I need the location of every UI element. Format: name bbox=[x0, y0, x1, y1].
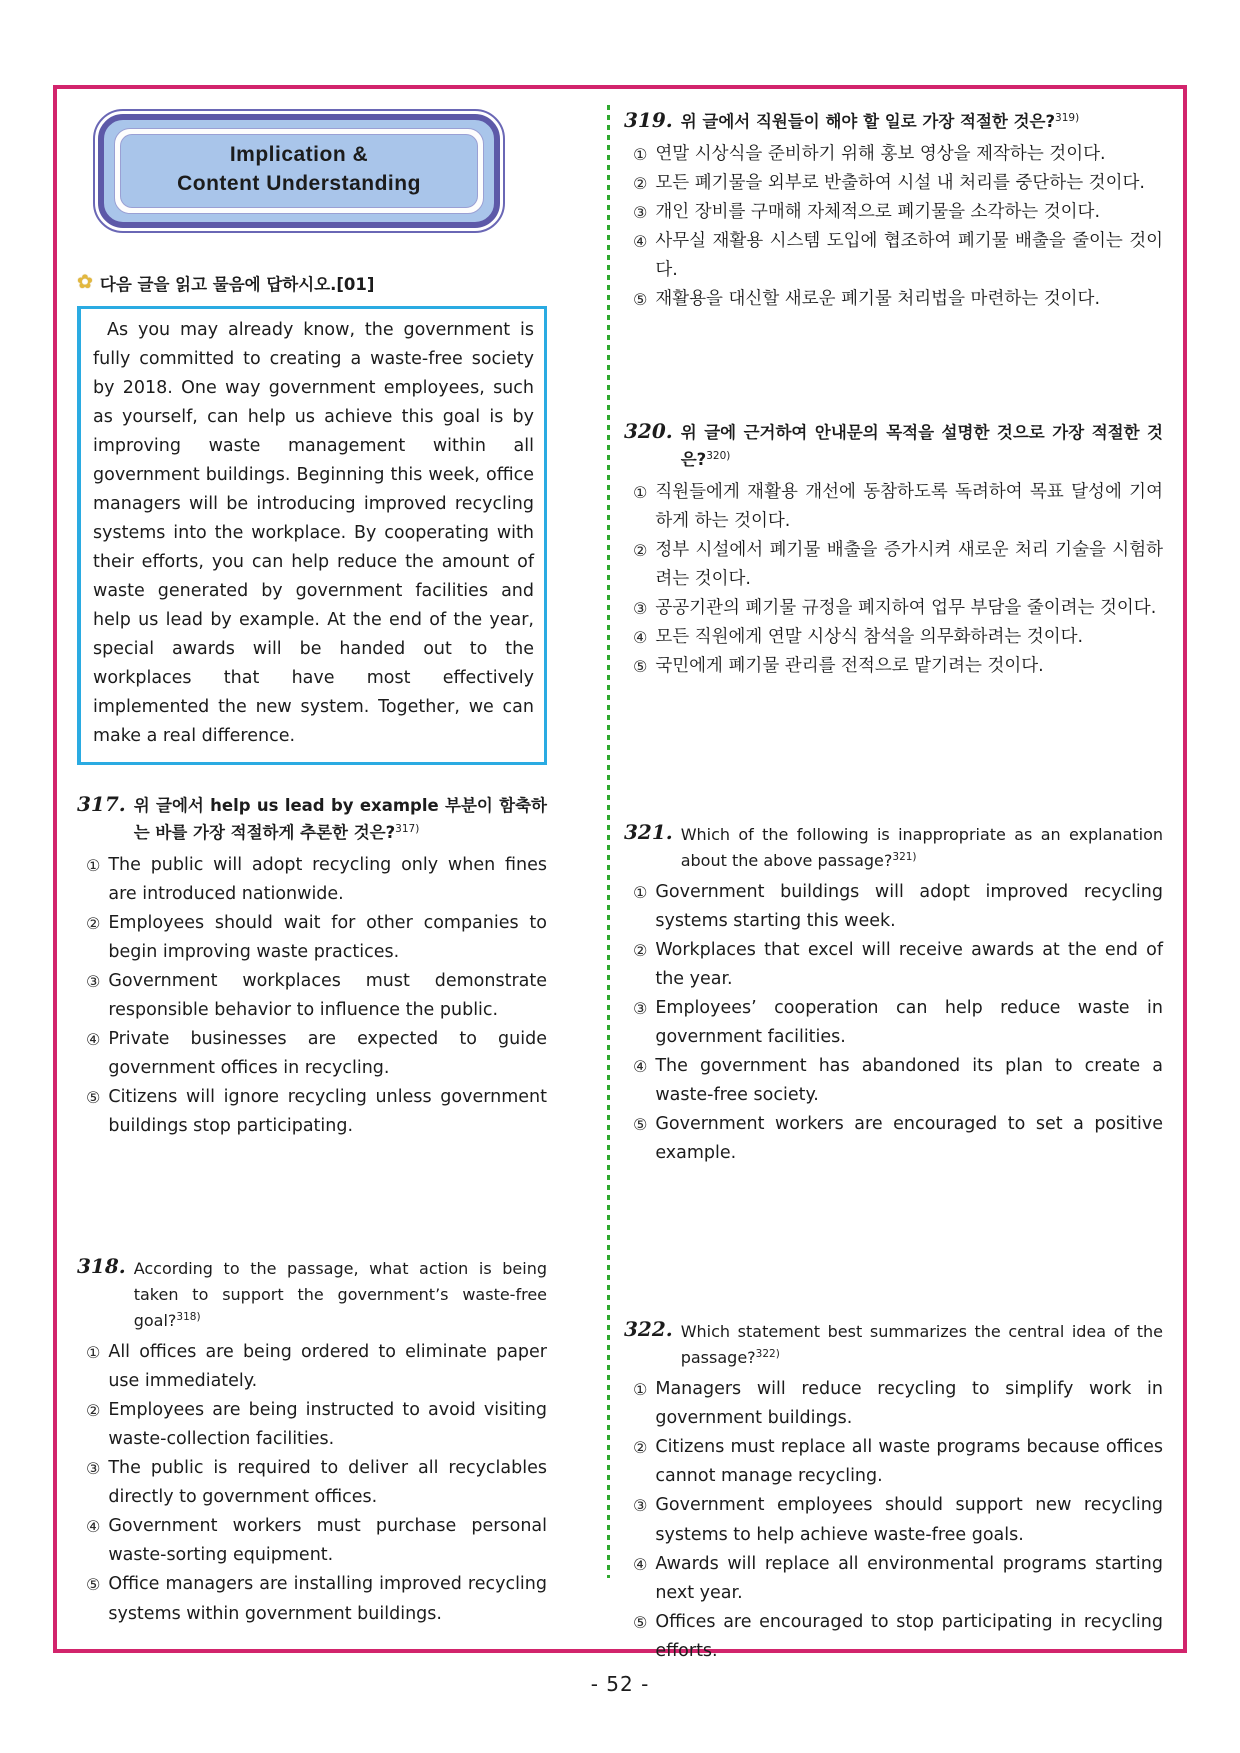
option bbox=[624, 536, 1163, 594]
question-number: 322. bbox=[624, 1317, 673, 1342]
option-marker: ② bbox=[86, 914, 101, 934]
option bbox=[624, 478, 1163, 536]
question-ref: 318) bbox=[176, 1311, 201, 1324]
question-ref: 320) bbox=[706, 449, 731, 462]
section-header-inner-ring bbox=[114, 128, 484, 214]
option bbox=[77, 909, 547, 967]
option-marker: ④ bbox=[633, 627, 648, 647]
option-marker: ② bbox=[633, 941, 648, 961]
option-text: 연말 시상식을 준비하기 위해 홍보 영상을 제작하는 것이다. bbox=[655, 143, 1106, 164]
question-stem-text: According to the passage, what action is being taken to support the government’s waste-free goal? bbox=[133, 1259, 547, 1331]
option-marker: ② bbox=[633, 173, 648, 193]
column-divider bbox=[607, 105, 610, 1578]
option bbox=[624, 1110, 1163, 1168]
option-marker: ③ bbox=[633, 598, 648, 618]
option-marker: ⑤ bbox=[633, 1612, 648, 1632]
option-text: 개인 장비를 구매해 자체적으로 폐기물을 소각하는 것이다. bbox=[655, 201, 1101, 222]
option bbox=[77, 1083, 547, 1141]
flower-icon: ✿ bbox=[77, 271, 93, 294]
option-marker: ④ bbox=[86, 1030, 101, 1050]
option-text: Employees should wait for other companies to begin improving waste practices. bbox=[108, 913, 547, 963]
question-stem bbox=[681, 418, 1163, 473]
question-stem-text: 위 글에서 help us lead by example 부분이 함축하는 바를 가장 적절하게 추론한 것은? bbox=[133, 796, 547, 843]
option-text: The public will adopt recycling only when fines are introduced nationwide. bbox=[108, 854, 547, 904]
question-number: 321. bbox=[624, 820, 673, 845]
question-head bbox=[624, 819, 1163, 874]
option-text: Citizens must replace all waste programs because offices cannot manage recycling. bbox=[655, 1437, 1163, 1487]
options-list bbox=[624, 478, 1163, 682]
option-marker: ⑤ bbox=[633, 1115, 648, 1135]
question-number: 320. bbox=[624, 419, 673, 444]
question-319 bbox=[624, 107, 1163, 314]
option bbox=[624, 169, 1163, 198]
question-ref: 317) bbox=[395, 823, 420, 836]
question-head bbox=[77, 1253, 547, 1334]
option-text: 국민에게 폐기물 관리를 전적으로 맡기려는 것이다. bbox=[655, 656, 1044, 677]
option-marker: ④ bbox=[633, 1057, 648, 1077]
option-text: Government workers are encouraged to set a positive example. bbox=[655, 1114, 1163, 1164]
option-marker: ④ bbox=[633, 232, 648, 252]
option-marker: ① bbox=[86, 1343, 101, 1363]
option-text: All offices are being ordered to eliminate paper use immediately. bbox=[108, 1342, 547, 1392]
option bbox=[77, 1454, 547, 1512]
options-list bbox=[77, 851, 547, 1141]
option-text: Government workers must purchase personal waste-sorting equipment. bbox=[108, 1516, 547, 1566]
option-marker: ① bbox=[633, 1380, 648, 1400]
option-text: Government employees should support new recycling systems to help achieve waste-free goals. bbox=[655, 1495, 1163, 1545]
option-text: The government has abandoned its plan to create a waste-free society. bbox=[655, 1056, 1163, 1106]
option-text: Workplaces that excel will receive awards at the end of the year. bbox=[655, 940, 1163, 990]
question-stem bbox=[134, 1253, 547, 1334]
option-text: Employees’ cooperation can help reduce waste in government facilities. bbox=[655, 998, 1163, 1048]
right-column bbox=[624, 105, 1163, 1661]
options-list bbox=[624, 1375, 1163, 1665]
question-stem-text: Which statement best summarizes the central idea of the passage? bbox=[680, 1322, 1163, 1368]
section-title-line1: Implication & bbox=[229, 143, 369, 166]
option-marker: ② bbox=[86, 1401, 101, 1421]
option-text: The public is required to deliver all recyclables directly to government offices. bbox=[108, 1458, 547, 1508]
options-list bbox=[77, 1338, 547, 1628]
option-text: Office managers are installing improved recycling systems within government buildings. bbox=[108, 1574, 547, 1624]
option bbox=[624, 1052, 1163, 1110]
option-text: 사무실 재활용 시스템 도입에 협조하여 폐기물 배출을 줄이는 것이다. bbox=[655, 231, 1163, 281]
option-text: 모든 폐기물을 외부로 반출하여 시설 내 처리를 중단하는 것이다. bbox=[655, 172, 1145, 193]
option bbox=[624, 198, 1163, 227]
option-text: Offices are encouraged to stop participating in recycling efforts. bbox=[655, 1611, 1163, 1661]
question-ref: 319) bbox=[1055, 112, 1080, 124]
option-text: Employees are being instructed to avoid visiting waste-collection facilities. bbox=[108, 1400, 547, 1450]
option-marker: ① bbox=[633, 144, 648, 164]
question-318 bbox=[77, 1253, 547, 1628]
option-text: 직원들에게 재활용 개선에 동참하도록 독려하여 목표 달성에 기여하게 하는 것이다. bbox=[655, 481, 1163, 531]
section-header-box bbox=[93, 109, 505, 233]
option bbox=[624, 936, 1163, 994]
question-number: 317. bbox=[77, 792, 126, 817]
option bbox=[624, 594, 1163, 623]
question-stem-text: 위 글에 근거하여 안내문의 목적을 설명한 것으로 가장 적절한 것은? bbox=[680, 423, 1163, 469]
options-list bbox=[624, 878, 1163, 1168]
question-320 bbox=[624, 418, 1163, 681]
option-marker: ③ bbox=[633, 999, 648, 1019]
section-title-line2: Content Understanding bbox=[177, 172, 421, 196]
columns bbox=[77, 105, 1163, 1661]
option-text: 공공기관의 폐기물 규정을 폐지하여 업무 부담을 줄이려는 것이다. bbox=[655, 597, 1157, 618]
option bbox=[624, 1433, 1163, 1491]
option bbox=[624, 1550, 1163, 1608]
option-marker: ⑤ bbox=[86, 1088, 101, 1108]
option bbox=[77, 967, 547, 1025]
option-marker: ④ bbox=[633, 1554, 648, 1574]
option bbox=[624, 1491, 1163, 1549]
option bbox=[624, 285, 1163, 314]
option-marker: ① bbox=[633, 883, 648, 903]
option bbox=[624, 994, 1163, 1052]
option-text: Private businesses are expected to guide government offices in recycling. bbox=[108, 1029, 547, 1079]
question-stem-text: 위 글에서 직원들이 해야 할 일로 가장 적절한 것은? bbox=[680, 112, 1056, 131]
option bbox=[77, 1512, 547, 1570]
option-marker: ③ bbox=[633, 1496, 648, 1516]
option bbox=[624, 140, 1163, 169]
option-marker: ③ bbox=[86, 972, 101, 992]
page-number: - 52 - bbox=[590, 1672, 650, 1696]
question-head bbox=[77, 791, 547, 846]
option-text: Managers will reduce recycling to simplify work in government buildings. bbox=[655, 1379, 1163, 1429]
question-stem bbox=[681, 107, 1163, 136]
option bbox=[77, 1025, 547, 1083]
question-321 bbox=[624, 819, 1163, 1168]
passage-box bbox=[77, 306, 547, 766]
option-marker: ② bbox=[633, 1438, 648, 1458]
section-header-band bbox=[98, 114, 500, 228]
question-head bbox=[624, 418, 1163, 473]
option bbox=[624, 878, 1163, 936]
option-text: 모든 직원에게 연말 시상식 참석을 의무화하려는 것이다. bbox=[655, 626, 1084, 647]
option bbox=[624, 623, 1163, 652]
option-marker: ③ bbox=[86, 1459, 101, 1479]
option-text: 정부 시설에서 폐기물 배출을 증가시켜 새로운 처리 기술을 시험하려는 것이다. bbox=[655, 539, 1163, 589]
options-list bbox=[624, 140, 1163, 315]
option bbox=[624, 1608, 1163, 1666]
instruction-text: 다음 글을 읽고 물음에 답하시오.[01] bbox=[99, 274, 375, 294]
option-marker: ⑤ bbox=[86, 1575, 101, 1595]
question-322 bbox=[624, 1316, 1163, 1665]
option-text: Government workplaces must demonstrate responsible behavior to influence the public. bbox=[108, 971, 547, 1021]
question-head bbox=[624, 107, 1163, 136]
question-stem bbox=[681, 819, 1163, 874]
option bbox=[624, 652, 1163, 681]
option-text: Awards will replace all environmental programs starting next year. bbox=[655, 1553, 1163, 1603]
passage-text: As you may already know, the government is fully committed to creating a waste-free society by 2018. One way government employees, such as yourself, can help us achieve this goal is by improving waste management within all government buildings. Beginning this week, office managers will be introducing improved recycling systems into the workplace. By cooperating with their efforts, you can help reduce the amount of waste generated by government facilities and help us lead by example. At the end of the year, special awards will be handed out to the workplaces that have most effectively implemented the new system. Together, we can make a real difference. bbox=[93, 319, 534, 747]
question-stem bbox=[681, 1316, 1163, 1371]
question-ref: 322) bbox=[755, 1348, 780, 1361]
section-title bbox=[120, 134, 478, 208]
option-text: 재활용을 대신할 새로운 폐기물 처리법을 마련하는 것이다. bbox=[655, 289, 1101, 310]
left-column bbox=[77, 105, 547, 1633]
question-number: 319. bbox=[624, 108, 673, 132]
option-marker: ① bbox=[86, 855, 101, 875]
question-317 bbox=[77, 791, 547, 1141]
option bbox=[624, 1375, 1163, 1433]
question-head bbox=[624, 1316, 1163, 1371]
option-text: Citizens will ignore recycling unless government buildings stop participating. bbox=[108, 1087, 547, 1137]
option bbox=[77, 851, 547, 909]
option bbox=[77, 1396, 547, 1454]
question-stem bbox=[134, 791, 547, 846]
question-ref: 321) bbox=[892, 851, 917, 864]
question-number: 318. bbox=[77, 1254, 126, 1279]
instruction-line bbox=[77, 271, 547, 295]
option-marker: ① bbox=[633, 482, 648, 502]
option-marker: ⑤ bbox=[633, 657, 648, 677]
option-marker: ④ bbox=[86, 1517, 101, 1537]
option bbox=[624, 227, 1163, 285]
question-stem-text: Which of the following is inappropriate as an explanation about the above passage? bbox=[680, 825, 1163, 871]
option-marker: ⑤ bbox=[633, 290, 648, 310]
option-marker: ③ bbox=[633, 202, 648, 222]
option-text: Government buildings will adopt improved recycling systems starting this week. bbox=[655, 882, 1163, 932]
option bbox=[77, 1570, 547, 1628]
option bbox=[77, 1338, 547, 1396]
option-marker: ② bbox=[633, 540, 648, 560]
page-frame bbox=[53, 85, 1187, 1661]
